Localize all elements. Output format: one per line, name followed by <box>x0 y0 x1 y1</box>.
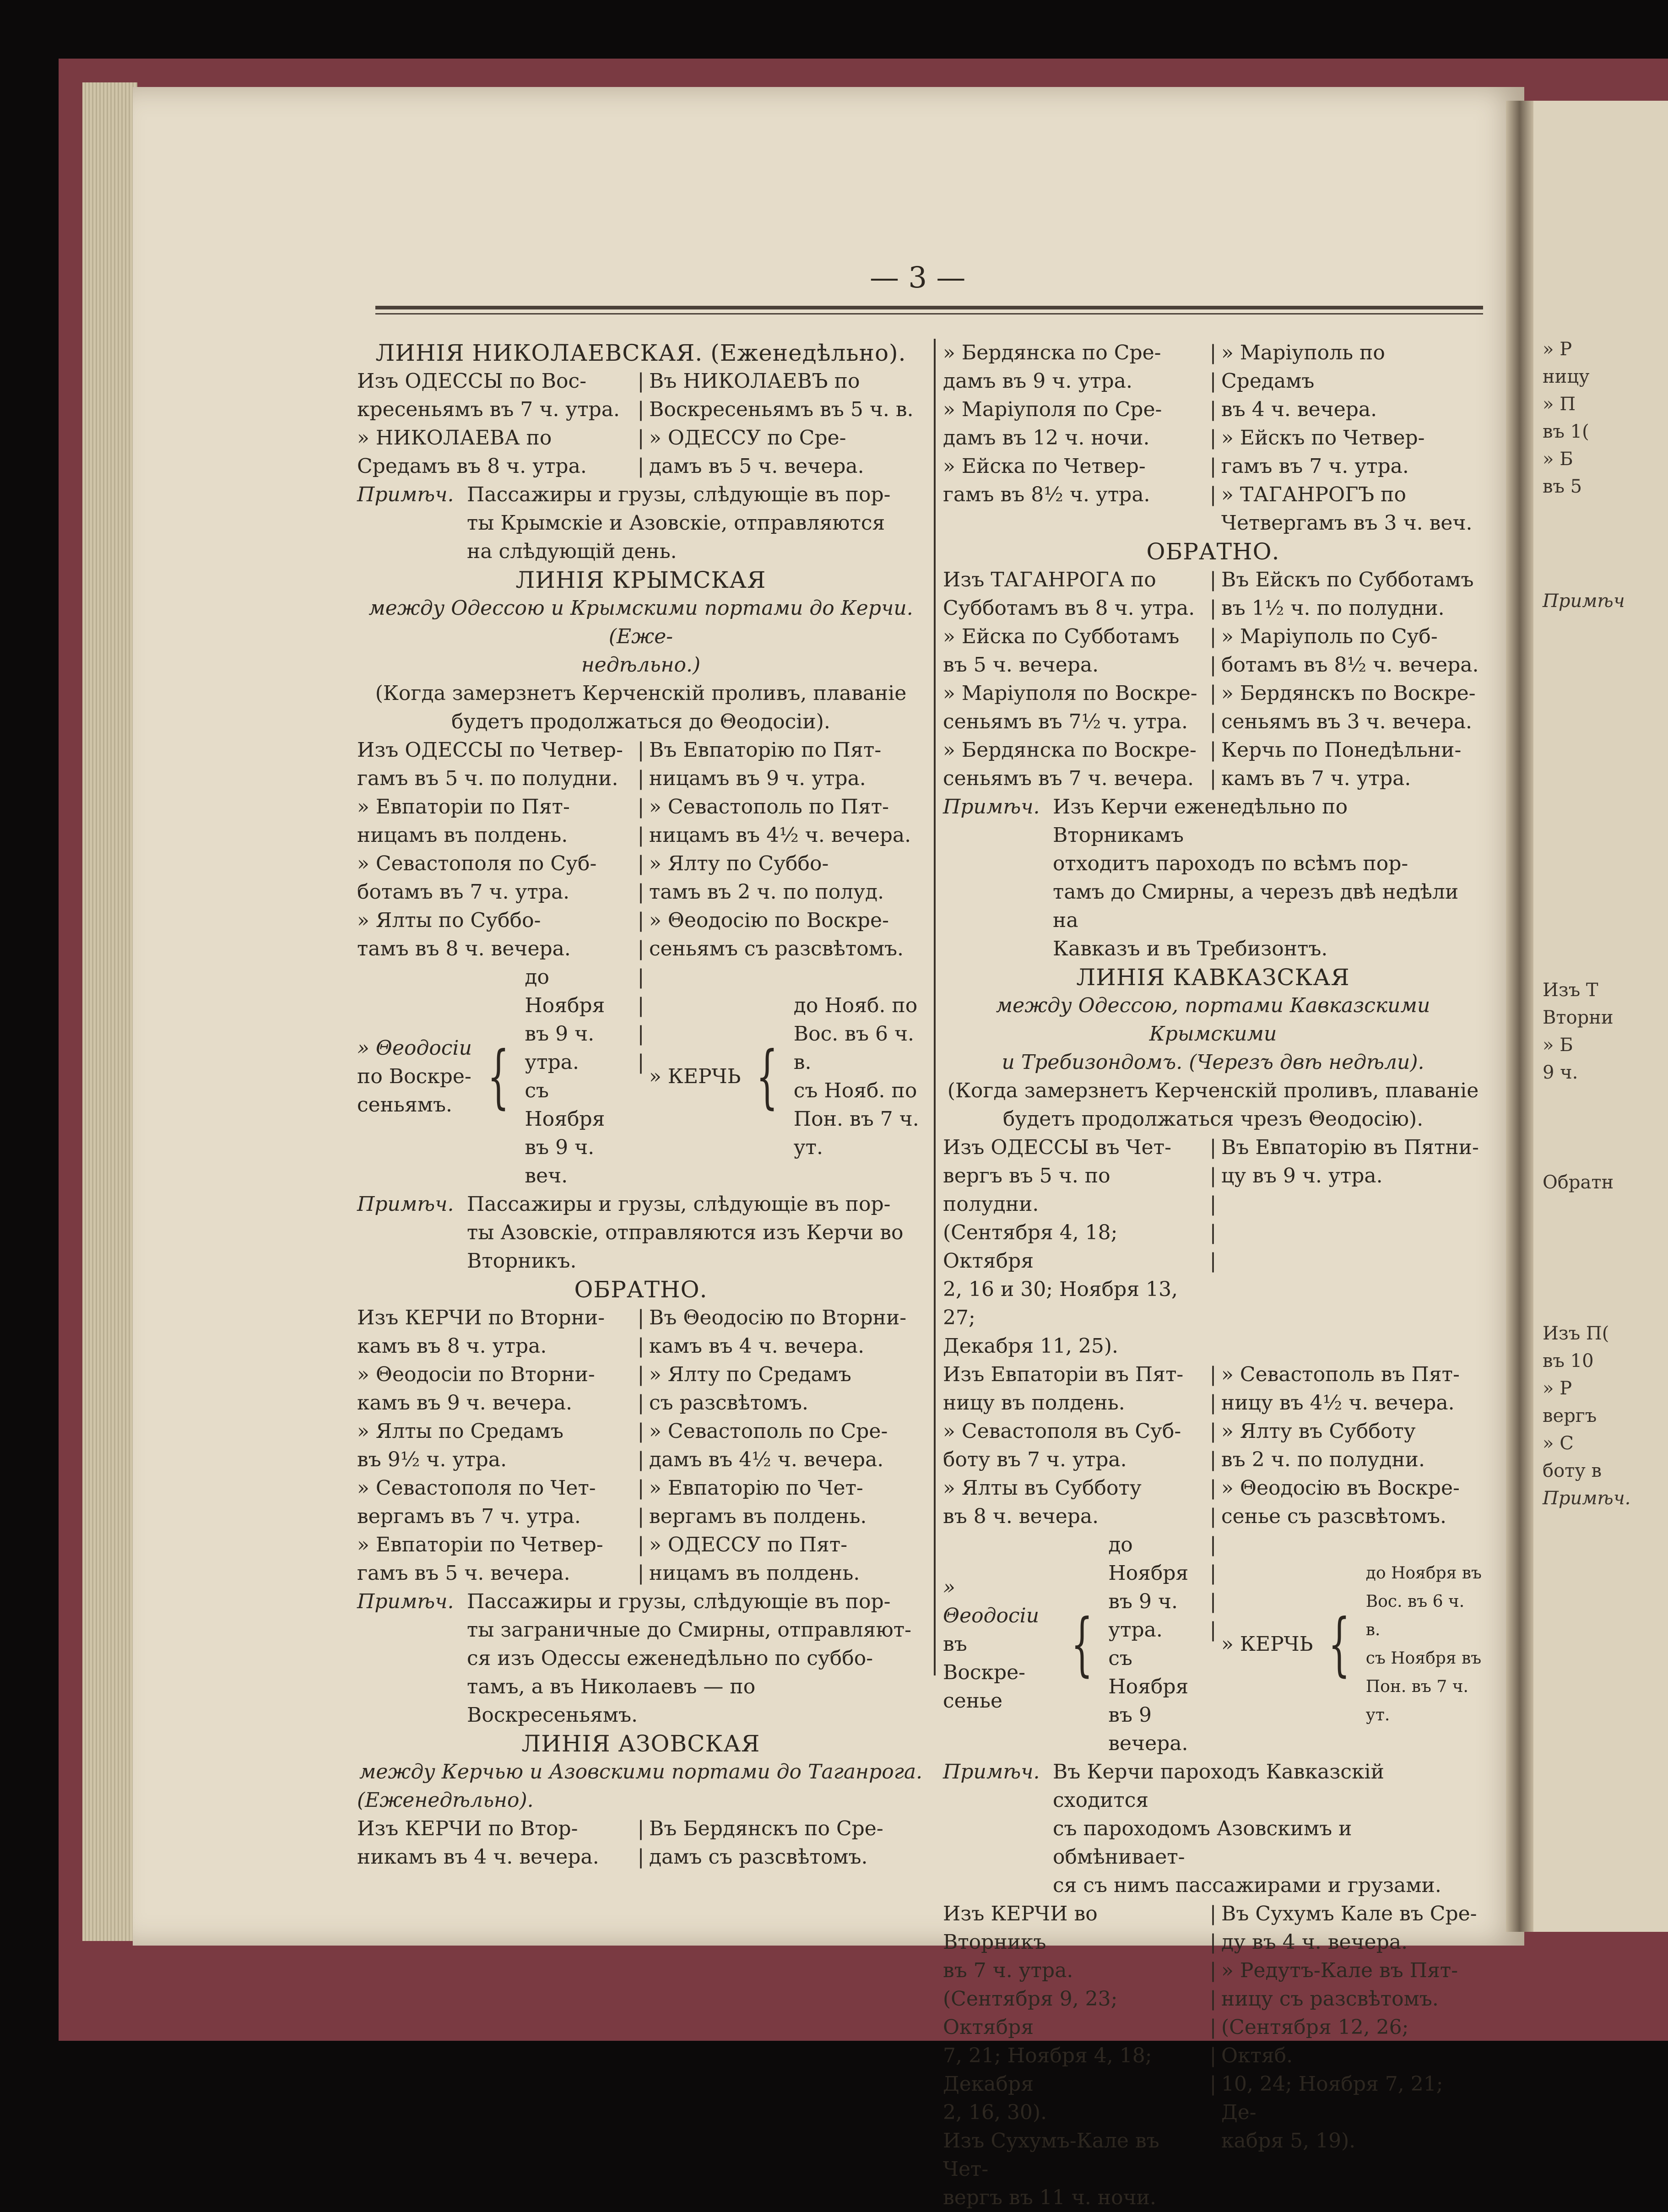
time-line: съ Ноября <box>1108 1647 1189 1698</box>
winter-note: (Когда замерзнетъ Керченскій проливъ, плаваніе <box>947 1079 1479 1102</box>
schedule-line: 10, 24; Ноября 7, 21; Де- <box>1221 2072 1443 2124</box>
schedule-line: » Евпаторію по Чет- <box>649 1476 863 1500</box>
brace-icon: { <box>756 1037 778 1117</box>
time-line: въ 9 ч. веч. <box>525 1136 595 1187</box>
schedule-line: кабря 5, 19). <box>1221 2129 1356 2152</box>
time-line: до Ноября <box>525 965 605 1017</box>
note-line: ты Крымскіе и Азовскіе, отправляются <box>467 511 885 535</box>
note-line: отходитъ пароходъ по всѣмъ пор- <box>1053 852 1408 875</box>
winter-note: будетъ продолжаться чрезъ Θеодосію). <box>1002 1107 1424 1131</box>
schedule-line: въ 8 ч. вечера. <box>943 1505 1099 1528</box>
note-label: Примѣч. <box>357 1193 454 1216</box>
fragment: Примѣч <box>1543 591 1625 612</box>
schedule-line: ницамъ въ полдень. <box>357 824 568 847</box>
fragment: Вторни <box>1543 1007 1614 1028</box>
schedule-line: Четвергамъ въ 3 ч. веч. <box>1221 511 1473 535</box>
schedule-line: камъ въ 8 ч. утра. <box>357 1334 547 1358</box>
schedule-line: » Ейскъ по Четвер- <box>1221 426 1425 450</box>
fragment: » Б <box>1543 449 1573 470</box>
schedule-line: ботамъ въ 7 ч. утра. <box>357 880 570 904</box>
fragment: » Р <box>1543 1378 1572 1399</box>
schedule-line: гамъ въ 5 ч. по полудни. <box>357 767 618 790</box>
section-subtitle: между Одессою, портами Кавказскими Крымскими <box>996 994 1430 1046</box>
schedule-line: Въ Ейскъ по Субботамъ <box>1221 568 1474 591</box>
day-label: по Воскре- <box>357 1065 471 1088</box>
schedule-line: » ОДЕССУ по Сре- <box>649 426 846 450</box>
schedule-line: » Евпаторіи по Пят- <box>357 795 570 819</box>
section-title-back-azov: ОБРАТНО. <box>1146 538 1280 565</box>
schedule-line: » Маріуполя по Сре- <box>943 398 1162 421</box>
note-line: ся изъ Одессы еженедѣльно по суббо- <box>467 1647 873 1670</box>
schedule-line: » Θеодосію по Воскре- <box>649 909 889 932</box>
right-column <box>943 339 1483 2212</box>
note-line: Изъ Керчи еженедѣльно по Вторникамъ <box>1053 795 1348 847</box>
day-label: въ Воскре- <box>943 1632 1026 1684</box>
schedule-line: » Ялту въ Субботу <box>1221 1420 1416 1443</box>
schedule-line: Въ НИКОЛАЕВЪ по <box>649 369 860 393</box>
header-rule-thin <box>375 313 1483 314</box>
next-page-fragment <box>1533 101 1668 1932</box>
schedule-line: Декабря 11, 25). <box>943 1334 1119 1358</box>
day-label: сенье <box>943 1689 1003 1713</box>
schedule-line: вергамъ въ полдень. <box>649 1505 867 1528</box>
schedule-line: » ОДЕССУ по Пят- <box>649 1533 848 1556</box>
schedule-azov-back: Изъ ТАГАНРОГА по Субботамъ въ 8 ч. утра. » Ейска по Субботамъ въ 5 ч. вечера. » Маріуполя по Воскре- сеньямъ въ 7½ ч. утра. » Бердянска по Воскре- сеньямъ въ 7 ч. вечера. | | | | | | | | Въ Ейскъ по Субботамъ въ 1½ ч. по полудни. » Маріуполь по Суб- ботамъ въ 8½ ч. вечера. » Бердянскъ по Воскре- сеньямъ въ 3 ч. вечера. Керчь по Понедѣльни- камъ въ 7 ч. утра. <box>943 566 1483 793</box>
note-caucasus <box>943 1758 1483 1900</box>
schedule-line: въ 9½ ч. утра. <box>357 1448 507 1471</box>
schedule-azov-cont: » Бердянска по Сре- дамъ въ 9 ч. утра. » Маріуполя по Сре- дамъ въ 12 ч. ночи. » Ейска по Четвер- гамъ въ 8½ ч. утра. | | | | | | » Маріуполь по Средамъ въ 4 ч. вечера. » Ейскъ по Четвер- гамъ въ 7 ч. утра. » ТАГАНРОГЪ по Четвергамъ въ 3 ч. веч. <box>943 339 1483 537</box>
section-title-caucasus: ЛИНІЯ КАВКАЗСКАЯ <box>1076 964 1350 991</box>
schedule-line: 7, 21; Ноября 4, 18; Декабря <box>943 2044 1152 2096</box>
fragment: вергъ <box>1543 1405 1597 1426</box>
note-line: Кавказъ и въ Требизонтъ. <box>1053 937 1328 960</box>
fragment: ницу <box>1543 366 1590 387</box>
brace-icon: { <box>1328 1605 1350 1684</box>
schedule-line: » Севастополя въ Суб- <box>943 1420 1181 1443</box>
note-nikolaev <box>357 481 925 566</box>
section-title-azov: ЛИНІЯ АЗОВСКАЯ <box>521 1730 760 1757</box>
page-edges <box>82 82 137 1941</box>
schedule-line: гамъ въ 8½ ч. утра. <box>943 483 1150 506</box>
schedule-line: Изъ ОДЕССЫ въ Чет- <box>943 1136 1171 1159</box>
schedule-line: вергамъ въ 7 ч. утра. <box>357 1505 581 1528</box>
schedule-line: » ТАГАНРОГЪ по <box>1221 483 1406 506</box>
schedule-line: Изъ ОДЕССЫ по Вос- <box>357 369 587 393</box>
schedule-line: кресеньямъ въ 7 ч. утра. <box>357 398 620 421</box>
schedule-line: » НИКОЛАЕВА по <box>357 426 552 450</box>
schedule-line: » Θеодосіи по Вторни- <box>357 1363 595 1386</box>
schedule-line: » Бердянскъ по Воскре- <box>1221 682 1476 705</box>
schedule-line: Изъ КЕРЧИ по Вторни- <box>357 1306 605 1329</box>
schedule-line: сенье съ разсвѣтомъ. <box>1221 1505 1446 1528</box>
section-title-nikolaev: ЛИНІЯ НИКОЛАЕВСКАЯ. (Еженедѣльно). <box>375 340 906 366</box>
note-crimea <box>357 1190 925 1275</box>
schedule-line: Въ Евпаторію по Пят- <box>649 738 882 762</box>
schedule-line: Въ Бердянскъ по Сре- <box>649 1817 883 1840</box>
schedule-line: » Ейска по Субботамъ <box>943 625 1180 648</box>
note-label: Примѣч. <box>357 1590 454 1613</box>
schedule-line: Воскресеньямъ въ 5 ч. в. <box>649 398 914 421</box>
section-subtitle: (Еженедѣльно). <box>357 1789 534 1812</box>
schedule-line: » Ялту по Суббо- <box>649 852 829 875</box>
schedule-line: » Редутъ-Кале въ Пят- <box>1221 1959 1458 1982</box>
schedule-line: сеньямъ въ 7 ч. вечера. <box>943 767 1194 790</box>
fragment: » П <box>1543 394 1576 415</box>
schedule-line: » Бердянска по Воскре- <box>943 738 1197 762</box>
day-label: сеньямъ. <box>357 1093 452 1117</box>
schedule-line: вергъ въ 11 ч. ночи. <box>943 2186 1157 2209</box>
schedule-line: тамъ въ 2 ч. по полуд. <box>649 880 884 904</box>
schedule-line: сеньямъ въ 3 ч. вечера. <box>1221 710 1473 733</box>
schedule-line: » Θеодосію въ Воскре- <box>1221 1476 1460 1500</box>
schedule-line: » Маріуполь по Средамъ <box>1221 341 1385 393</box>
note-azov <box>943 793 1483 963</box>
note-line: ты Азовскіе, отправляются изъ Керчи во <box>467 1221 904 1244</box>
schedule-line: никамъ въ 4 ч. вечера. <box>357 1845 599 1869</box>
schedule-line: камъ въ 7 ч. утра. <box>1221 767 1411 790</box>
column-divider <box>934 339 936 1675</box>
schedule-line: въ 4 ч. вечера. <box>1221 398 1377 421</box>
time-line: съ Нояб. по <box>793 1079 917 1102</box>
schedule-line: » Ялты по Средамъ <box>357 1420 563 1443</box>
schedule-line: съ разсвѣтомъ. <box>649 1391 809 1415</box>
time-line: въ 9 ч. утра. <box>525 1022 595 1074</box>
schedule-line: въ 2 ч. по полудни. <box>1221 1448 1425 1471</box>
schedule-nikolaev: Изъ ОДЕССЫ по Вос- кресеньямъ въ 7 ч. утра. » НИКОЛАЕВА по Средамъ въ 8 ч. утра. | | | | Въ НИКОЛАЕВЪ по Воскресеньямъ въ 5 ч. в. » ОДЕССУ по Сре- дамъ въ 5 ч. вечера. <box>357 367 925 481</box>
note-line: Пассажиры и грузы, слѣдующіе въ пор- <box>467 1193 891 1216</box>
fragment: 9 ч. <box>1543 1062 1578 1083</box>
schedule-line: » Маріуполя по Воскре- <box>943 682 1197 705</box>
schedule-line: » Ялты по Суббо- <box>357 909 541 932</box>
time-line: въ 9 ч. утра. <box>1108 1590 1178 1642</box>
port-label: » Θеодосіи <box>357 1036 472 1060</box>
schedule-line: 2, 16 и 30; Ноября 13, 27; <box>943 1278 1178 1329</box>
schedule-crimea: Изъ ОДЕССЫ по Четвер- гамъ въ 5 ч. по полудни. » Евпаторіи по Пят- ницамъ въ полдень. » Севастополя по Суб- ботамъ въ 7 ч. утра. » Ялты по Суббо- тамъ въ 8 ч. вечера. | | | | | | | | Въ Евпаторію по Пят- ницамъ въ 9 ч. утра. » Севастополь по Пят- ницамъ въ 4½ ч. вечера. » Ялту по Суббо- тамъ въ 2 ч. по полуд. » Θеодосію по Воскре- сеньямъ съ разсвѣтомъ. <box>357 736 925 963</box>
header-rule <box>375 306 1483 309</box>
section-subtitle: недѣльно.) <box>581 653 701 677</box>
page-number: — 3 — <box>870 261 966 295</box>
fragment: Примѣч. <box>1543 1488 1631 1509</box>
note-line: Пассажиры и грузы, слѣдующіе въ пор- <box>467 1590 891 1613</box>
schedule-line: сеньямъ съ разсвѣтомъ. <box>649 937 904 960</box>
schedule-line: дамъ въ 12 ч. ночи. <box>943 426 1150 450</box>
time-line: до Нояб. по <box>793 994 918 1017</box>
section-subtitle: между Одессою и Крымскими портами до Керчи. (Еже- <box>368 596 913 648</box>
schedule-line: Изъ КЕРЧИ во Вторникъ <box>943 1902 1098 1954</box>
note-label: Примѣч. <box>943 1760 1040 1784</box>
schedule-line: ницамъ въ полдень. <box>649 1561 860 1585</box>
schedule-line: камъ въ 4 ч. вечера. <box>649 1334 865 1358</box>
schedule-line: Изъ ТАГАНРОГА по <box>943 568 1156 591</box>
schedule-line: ницамъ въ 9 ч. утра. <box>649 767 866 790</box>
fragment: въ 5 <box>1543 476 1582 497</box>
schedule-line: дамъ въ 5 ч. вечера. <box>649 455 864 478</box>
schedule-line: Средамъ въ 8 ч. утра. <box>357 455 587 478</box>
schedule-line: Керчь по Понедѣльни- <box>1221 738 1462 762</box>
schedule-line: Субботамъ въ 8 ч. утра. <box>943 596 1195 620</box>
schedule-line: тамъ въ 8 ч. вечера. <box>357 937 571 960</box>
schedule-line: » Севастополь по Сре- <box>649 1420 888 1443</box>
feodosia-kerch-block-2: » Θеодосіи въ Воскре- сенье { до Ноября въ 9 ч. утра. съ Ноября въ 9 вечера. | | | | » КЕРЧЬ { до Ноября въ Вос. въ 6 ч. в. съ Ноября въ Пон. въ 7 ч. ут. <box>943 1531 1483 1758</box>
fragment: Изъ Т <box>1543 980 1598 1001</box>
schedule-line: въ 5 ч. вечера. <box>943 653 1099 677</box>
schedule-line: Изъ Сухумъ-Кале въ Чет- <box>943 2129 1159 2181</box>
schedule-line: 2, 16, 30). <box>943 2101 1047 2124</box>
schedule-line: ницу въ 4½ ч. вечера. <box>1221 1391 1455 1415</box>
time-line: Пон. въ 7 ч. ут. <box>793 1107 919 1159</box>
schedule-line: Въ Θеодосію по Вторни- <box>649 1306 907 1329</box>
schedule-line: Изъ ОДЕССЫ по Четвер- <box>357 738 623 762</box>
schedule-line: вергъ въ 5 ч. по полудни. <box>943 1164 1110 1216</box>
note-label: Примѣч. <box>943 795 1040 819</box>
schedule-line: гамъ въ 7 ч. утра. <box>1221 455 1409 478</box>
schedule-line: » Бердянска по Сре- <box>943 341 1161 364</box>
note-line: Въ Керчи пароходъ Кавказскій сходится <box>1053 1760 1384 1812</box>
time-line: съ Ноября <box>525 1079 605 1131</box>
book-gutter <box>1506 101 1533 1932</box>
schedule-line: боту въ 7 ч. утра. <box>943 1448 1127 1471</box>
note-line: Пассажиры и грузы, слѣдующіе въ пор- <box>467 483 891 506</box>
time-line: въ 9 вечера. <box>1108 1703 1188 1755</box>
note-line: тамъ до Смирны, а черезъ двѣ недѣли на <box>1053 880 1459 932</box>
schedule-line: Изъ КЕРЧИ по Втор- <box>357 1817 578 1840</box>
note-line: тамъ, а въ Николаевъ — по Воскресеньямъ. <box>467 1675 756 1727</box>
time-line: Пон. въ 7 ч. ут. <box>1365 1677 1468 1724</box>
schedule-line: » Севастополь въ Пят- <box>1221 1363 1460 1386</box>
winter-note: будетъ продолжаться до Θеодосіи). <box>451 710 830 733</box>
brace-icon: { <box>1071 1605 1093 1684</box>
schedule-line: дамъ въ 9 ч. утра. <box>943 369 1132 393</box>
time-line: до Ноября въ <box>1365 1564 1482 1583</box>
section-title-back: ОБРАТНО. <box>574 1276 708 1303</box>
note-line: ся съ нимъ пассажирами и грузами. <box>1053 1874 1441 1897</box>
schedule-line: » Ейска по Четвер- <box>943 455 1146 478</box>
fragment: въ 10 <box>1543 1350 1594 1372</box>
time-line: до Ноября <box>1108 1533 1189 1585</box>
schedule-line: Въ Сухумъ Кале въ Сре- <box>1221 1902 1477 1925</box>
port-label: » Θеодосіи <box>943 1576 1040 1627</box>
section-subtitle: между Керчью и Азовскими портами до Таганрога. <box>359 1760 923 1784</box>
feodosia-kerch-block: » Θеодосіи по Воскре- сеньямъ. { до Ноября въ 9 ч. утра. съ Ноября въ 9 ч. веч. | | | | » КЕРЧЬ { до Нояб. по Вос. въ 6 ч. в. съ Нояб. по Пон. въ 7 ч. ут. <box>357 963 925 1190</box>
schedule-caucasus-2: Изъ Евпаторіи въ Пят- ницу въ полдень. » Севастополя въ Суб- боту въ 7 ч. утра. » Ялты въ Субботу въ 8 ч. вечера. | | | | | | » Севастополь въ Пят- ницу въ 4½ ч. вечера. » Ялту въ Субботу въ 2 ч. по полудни. » Θеодосію въ Воскре- сенье съ разсвѣтомъ. <box>943 1361 1483 1531</box>
schedule-line: дамъ съ разсвѣтомъ. <box>649 1845 868 1869</box>
port-label: » КЕРЧЬ <box>1221 1632 1313 1656</box>
schedule-line: » Ялту по Средамъ <box>649 1363 851 1386</box>
port-label: » КЕРЧЬ <box>649 1065 741 1088</box>
schedule-line: дамъ въ 4½ ч. вечера. <box>649 1448 884 1471</box>
fragment: Изъ П( <box>1543 1323 1609 1344</box>
schedule-line: камъ въ 9 ч. вечера. <box>357 1391 573 1415</box>
schedule-line: цу въ 9 ч. утра. <box>1221 1164 1383 1187</box>
schedule-line: сеньямъ въ 7½ ч. утра. <box>943 710 1188 733</box>
schedule-caucasus-1: Изъ ОДЕССЫ въ Чет- вергъ въ 5 ч. по полудни. (Сентября 4, 18; Октября 2, 16 и 30; Ноября 13, 27; Декабря 11, 25). | | | | | Въ Евпаторію въ Пятни- цу въ 9 ч. утра. <box>943 1133 1483 1361</box>
fragment: » С <box>1543 1433 1574 1454</box>
note-label: Примѣч. <box>357 483 454 506</box>
note-line: на слѣдующій день. <box>467 540 677 563</box>
schedule-line: (Сентября 9, 23; Октября <box>943 1987 1118 2039</box>
note-back <box>357 1588 925 1729</box>
schedule-line: » Маріуполь по Суб- <box>1221 625 1438 648</box>
schedule-line: » Ялты въ Субботу <box>943 1476 1142 1500</box>
schedule-line: Изъ Евпаторіи въ Пят- <box>943 1363 1184 1386</box>
fragment: » Р <box>1543 339 1572 360</box>
note-line: Вторникъ. <box>467 1249 577 1273</box>
brace-icon: { <box>487 1037 509 1117</box>
section-title-crimea: ЛИНІЯ КРЫМСКАЯ <box>515 567 766 593</box>
schedule-line: въ 1½ ч. по полудни. <box>1221 596 1445 620</box>
note-line: ты заграничные до Смирны, отправляют- <box>467 1618 911 1642</box>
left-column <box>357 339 925 1871</box>
schedule-line: (Сентября 4, 18; Октября <box>943 1221 1118 1273</box>
schedule-line: » Евпаторіи по Четвер- <box>357 1533 603 1556</box>
schedule-line: (Сентября 12, 26; Октяб. <box>1221 2016 1409 2067</box>
fragment: » Б <box>1543 1035 1573 1056</box>
winter-note: (Когда замерзнетъ Керченскій проливъ, плаваніе <box>375 682 907 705</box>
schedule-line: ботамъ въ 8½ ч. вечера. <box>1221 653 1479 677</box>
section-subtitle: и Требизондомъ. (Черезъ двѣ недѣли). <box>1002 1051 1424 1074</box>
schedule-line: ницамъ въ 4½ ч. вечера. <box>649 824 911 847</box>
schedule-line: ду въ 4 ч. вечера. <box>1221 1930 1408 1954</box>
schedule-line: въ 7 ч. утра. <box>943 1959 1073 1982</box>
fragment: въ 1( <box>1543 421 1589 442</box>
fragment: боту в <box>1543 1460 1602 1481</box>
schedule-line: » Севастополя по Чет- <box>357 1476 596 1500</box>
schedule-line: » Севастополя по Суб- <box>357 852 597 875</box>
schedule-back: Изъ КЕРЧИ по Вторни- камъ въ 8 ч. утра. » Θеодосіи по Вторни- камъ въ 9 ч. вечера. » Ялты по Средамъ въ 9½ ч. утра. » Севастополя по Чет- вергамъ въ 7 ч. утра. » Евпаторіи по Четвер- гамъ въ 5 ч. вечера. | | | | | | | | | | Въ Θеодосію по Вторни- камъ въ 4 ч. вечера. » Ялту по Средамъ съ разсвѣтомъ. » Севастополь по Сре- дамъ въ 4½ ч. вечера. » Евпаторію по Чет- вергамъ въ полдень. » ОДЕССУ по Пят- ницамъ въ полдень. <box>357 1304 925 1588</box>
schedule-line: Въ Евпаторію въ Пятни- <box>1221 1136 1479 1159</box>
schedule-line: ницу въ полдень. <box>943 1391 1125 1415</box>
time-line: Вос. въ 6 ч. в. <box>1365 1592 1465 1639</box>
time-line: Вос. въ 6 ч. в. <box>793 1022 915 1074</box>
time-line: съ Ноября въ <box>1365 1649 1482 1668</box>
schedule-line: гамъ въ 5 ч. вечера. <box>357 1561 570 1585</box>
schedule-azov: Изъ КЕРЧИ по Втор- никамъ въ 4 ч. вечера. | | Въ Бердянскъ по Сре- дамъ съ разсвѣтомъ. <box>357 1815 925 1871</box>
schedule-caucasus-3: Изъ КЕРЧИ во Вторникъ въ 7 ч. утра. (Сентября 9, 23; Октября 7, 21; Ноября 4, 18; Декабря 2, 16, 30). Изъ Сухумъ-Кале въ Чет- вергъ въ 11 ч. ночи. | | | | | | | Въ Сухумъ Кале въ Сре- ду въ 4 ч. вечера. » Редутъ-Кале въ Пят- ницу съ разсвѣтомъ. (Сентября 12, 26; Октяб. 10, 24; Ноября 7, 21; Де- кабря 5, 19). <box>943 1900 1483 2212</box>
schedule-line: » Севастополь по Пят- <box>649 795 889 819</box>
note-line: съ пароходомъ Азовскимъ и обмѣнивает- <box>1053 1817 1352 1869</box>
fragment: Обратн <box>1543 1172 1614 1193</box>
schedule-line: ницу съ разсвѣтомъ. <box>1221 1987 1439 2011</box>
